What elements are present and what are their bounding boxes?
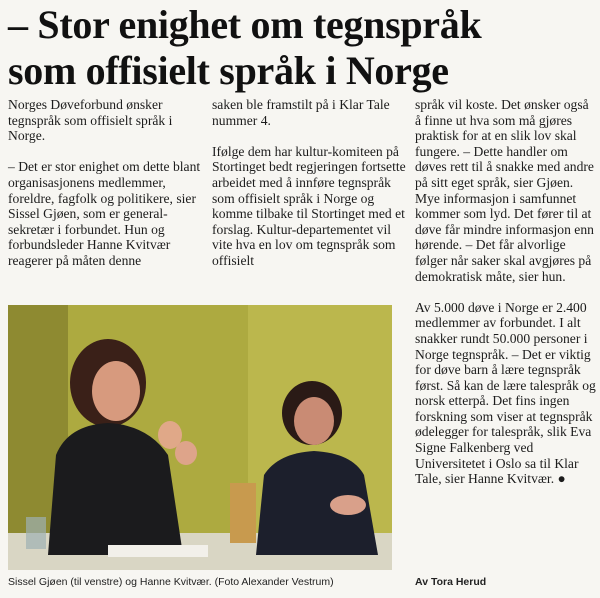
column-1 bbox=[8, 97, 203, 284]
photo-illustration bbox=[8, 305, 392, 570]
byline: Av Tora Herud bbox=[415, 576, 487, 588]
headline-line-1: – Stor enighet om tegnspråk bbox=[8, 2, 482, 47]
paragraph: – Det er stor enighet om dette blant organisasjonens medlemmer, foreldre, fagfolk og politikere, sier Sissel Gjøen, som er general-sekretær i forbundet. Hun og forbundsleder Hanne Kvitvær reagerer på måten denne bbox=[8, 159, 201, 268]
article-photo bbox=[8, 305, 392, 570]
photo-caption: Sissel Gjøen (til venstre) og Hanne Kvitvær. (Foto Alexander Vestrum) bbox=[8, 576, 334, 588]
paragraph: språk vil koste. Det ønsker også å finne ut hva som må gjøres praktisk for at en slik lov skal fungere. – Dette handler om døves rett til å snakke med andre på sitt eget språk, sier Gjøen. Mye informasjon i samfunnet kommer som lyd. Det fører til at døve får mindre informasjon enn hørende. – Det får alvorlige følger når saker skal avgjøres på demokratisk måte, sier hun. bbox=[415, 97, 594, 284]
column-2 bbox=[212, 97, 407, 284]
headline-line-2: som offisielt språk i Norge bbox=[8, 48, 449, 93]
paragraph: Ifølge dem har kultur-komiteen på Stortinget bedt regjeringen fortsette arbeidet med å innføre tegnspråk som offisielt språk i Norge og komme tilbake til Stortinget med et forslag. Kultur-departementet vil vite hva en lov om tegnspråk som offisielt bbox=[212, 143, 406, 268]
paragraph: Norges Døveforbund ønsker tegnspråk som offisielt språk i Norge. bbox=[8, 97, 173, 144]
headline bbox=[8, 2, 598, 94]
paragraph: saken ble framstilt på i Klar Tale nummer 4. bbox=[212, 97, 390, 128]
column-3 bbox=[415, 97, 597, 502]
paragraph: Av 5.000 døve i Norge er 2.400 medlemmer av forbundet. I alt snakker rundt 50.000 personer i Norge tegnspråk. – Det er viktig for døve barn å lære tegnspråk først. Så kan de lære talespråk og norsk etterpå. Det fins ingen forskning som viser at tegnspråk ødelegger for talespråk, slik Eva Signe Falkenberg ved Universitetet i Oslo sa til Klar Tale, sier Hanne Kvitvær. ● bbox=[415, 299, 596, 487]
